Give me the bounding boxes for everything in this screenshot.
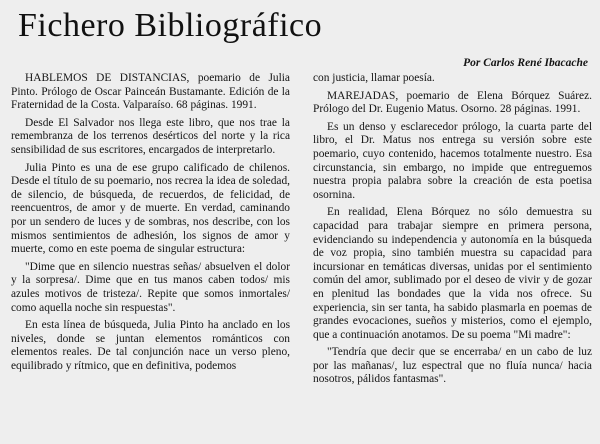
- review-1-header: HABLEMOS DE DISTANCIAS, poemario de Julia Pinto. Prólogo de Oscar Painceán Bustamante. Edición de la Fraternidad de la Costa. Valparaíso. 68 páginas. 1991.: [11, 72, 290, 112]
- review-2-quote: "Tendría que decir que se encerraba/ en un cabo de luz por las mañanas/, luz espectral que no fluía nunca/ hacia nosotros, pálidos fantasmas".: [313, 346, 592, 386]
- author-byline: Por Carlos René Ibacache: [463, 57, 588, 69]
- review-2-paragraph: En realidad, Elena Bórquez no sólo demuestra su capacidad para trabajar siempre en primera persona, evidenciando su independencia y autonomía en la búsqueda de voz propia, sino también muestra su capacidad para incursionar en temáticas diversas, unidas por el sentimiento común del amor, sublimado por el deseo de vivir y de gozar en plenitud las bondades que la vida nos ofrece. Su experiencia, sin ser tanta, ha sabido plasmarla en poemas de grandes evocaciones, sueños y misterios, como el ejemplo, que a continuación anotamos. De su poema "Mi madre":: [313, 206, 592, 341]
- review-2-header: MAREJADAS, poemario de Elena Bórquez Suárez. Prólogo del Dr. Eugenio Matus. Osorno. 28 páginas. 1991.: [313, 89, 592, 116]
- review-1-quote: "Dime que en silencio nuestras señas/ absuelven el dolor y la sorpresa/. Dime que en tus manos caben todos/ mis azules motivos de tristeza/. Repite que somos inmortales/ como aquella noche sin respuestas".: [11, 260, 290, 314]
- review-1-paragraph: Desde El Salvador nos llega este libro, que nos trae la remembranza de los terrenos desérticos del norte y la rica sensibilidad de sus escritores, encargados de interpretarlo.: [11, 116, 290, 156]
- review-1-paragraph: En esta línea de búsqueda, Julia Pinto ha anclado en los niveles, donde se juntan elementos románticos con elementos reales. De tal conjunción nace un verso pleno, equilibrado y rítmico, que en definitiva, podemos: [11, 319, 290, 372]
- page-title: Fichero Bibliográfico: [18, 7, 323, 44]
- review-1-continuation: con justicia, llamar poesía.: [313, 72, 435, 84]
- left-column: [11, 72, 290, 377]
- review-1-paragraph: Julia Pinto es una de ese grupo calificado de chilenos. Desde el título de su poemario, nos recrea la idea de soledad, de silencio, de búsqueda, de recuerdos, de felicidad, de reencuentros, de amor y de muerte. En verdad, caminando por un sendero de luces y de sombras, nos describe, con los mismos sentimientos de adhesión, los signos de amor y muerte, como en este poema de singular estructura:: [11, 161, 290, 256]
- review-2-paragraph: Es un denso y esclarecedor prólogo, la cuarta parte del libro, el Dr. Matus nos entrega su versión sobre este poemario, cuyo contenido, hacemos totalmente nuestro. Esa circunstancia, sin embargo, no impide que entreguemos nuestra propia palabra sobre la creación de esta poetisa osornina.: [313, 120, 592, 201]
- right-column: [313, 72, 592, 391]
